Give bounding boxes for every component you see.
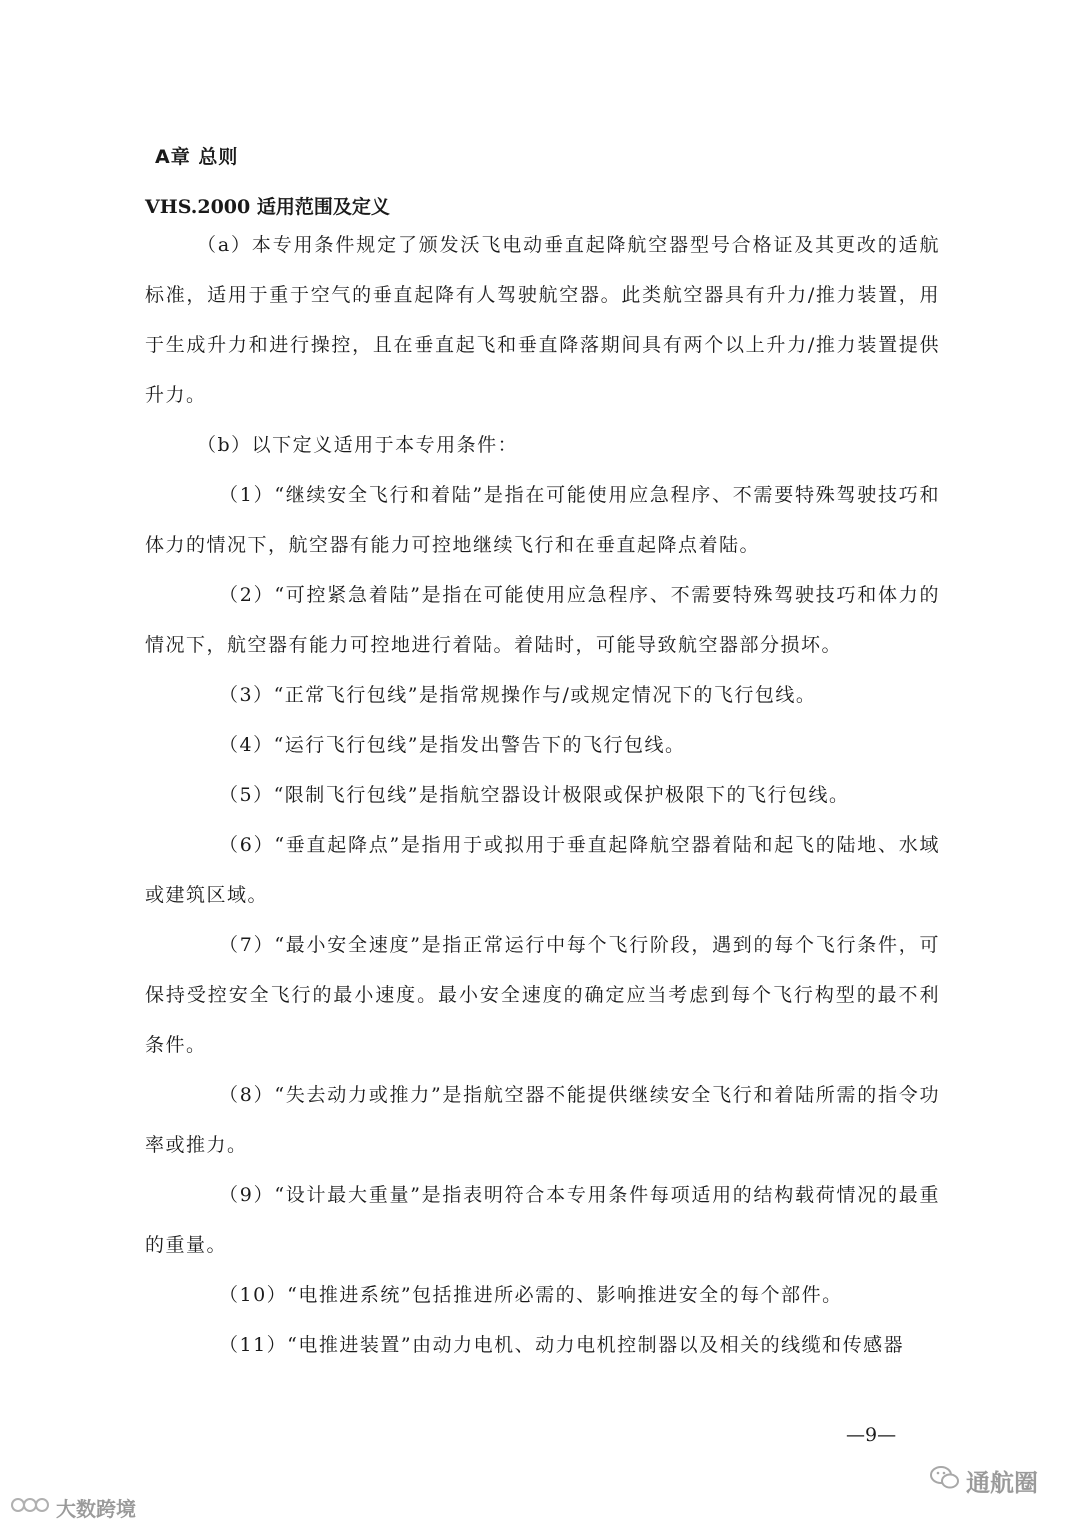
definition-7: （7）“最小安全速度”是指正常运行中每个飞行阶段，遇到的每个飞行条件，可保持受控安全飞行的最小速度。最小安全速度的确定应当考虑到每个飞行构型的最不利条件。: [145, 934, 940, 1056]
watermark-left-text: 大数跨境: [56, 1497, 136, 1521]
section-title: VHS.2000 适用范围及定义: [145, 196, 390, 218]
watermark-right-text: 通航圈: [966, 1469, 1038, 1497]
definition-4: （4）“运行飞行包线”是指发出警告下的飞行包线。: [219, 734, 686, 756]
chapter-title: A章 总则: [155, 146, 239, 168]
watermark-right: [930, 1463, 1038, 1498]
definition-9: （9）“设计最大重量”是指表明符合本专用条件每项适用的结构载荷情况的最重的重量。: [145, 1184, 940, 1256]
definition-1: （1）“继续安全飞行和着陆”是指在可能使用应急程序、不需要特殊驾驶技巧和体力的情况下，航空器有能力可控地继续飞行和在垂直起降点着陆。: [145, 484, 940, 556]
definition-3: （3）“正常飞行包线”是指常规操作与/或规定情况下的飞行包线。: [219, 684, 817, 706]
definition-10: （10）“电推进系统”包括推进所必需的、影响推进安全的每个部件。: [219, 1284, 843, 1306]
wechat-icon: [930, 1465, 960, 1497]
brand-logo-icon: [10, 1494, 50, 1521]
watermark-left: [10, 1493, 136, 1522]
definition-2: （2）“可控紧急着陆”是指在可能使用应急程序、不需要特殊驾驶技巧和体力的情况下，航空器有能力可控地进行着陆。着陆时，可能导致航空器部分损坏。: [145, 584, 940, 656]
paragraph-b: （b）以下定义适用于本专用条件：: [197, 434, 519, 456]
paragraph-a: （a）本专用条件规定了颁发沃飞电动垂直起降航空器型号合格证及其更改的适航标准，适用于重于空气的垂直起降有人驾驶航空器。此类航空器具有升力/推力装置，用于生成升力和进行操控，且在垂直起飞和垂直降落期间具有两个以上升力/推力装置提供升力。: [145, 234, 940, 406]
definition-6: （6）“垂直起降点”是指用于或拟用于垂直起降航空器着陆和起飞的陆地、水域或建筑区域。: [145, 834, 940, 906]
definition-11: （11）“电推进装置”由动力电机、动力电机控制器以及相关的线缆和传感器: [219, 1334, 905, 1356]
definition-5: （5）“限制飞行包线”是指航空器设计极限或保护极限下的飞行包线。: [219, 784, 850, 806]
definition-8: （8）“失去动力或推力”是指航空器不能提供继续安全飞行和着陆所需的指令功率或推力。: [145, 1084, 940, 1156]
page-number: —9—: [846, 1424, 897, 1446]
